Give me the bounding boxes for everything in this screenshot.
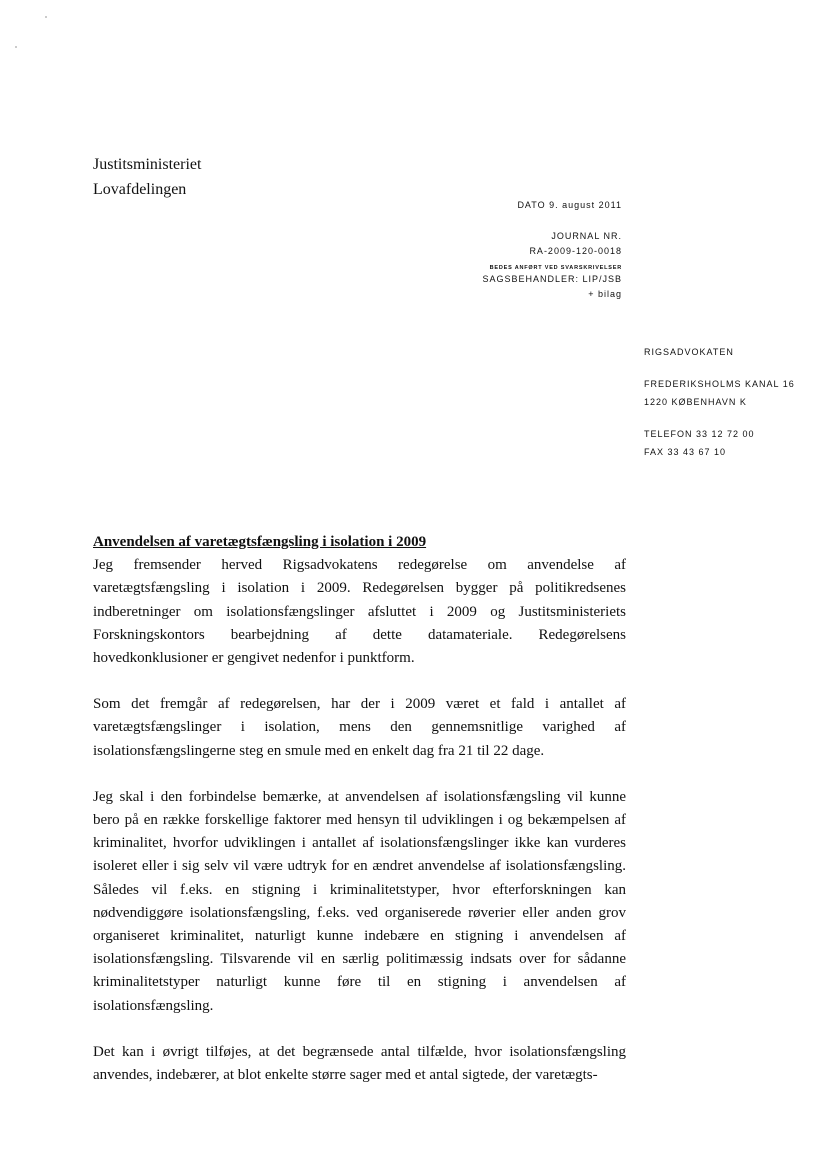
letter-body — [93, 531, 626, 1110]
attachment-note: + bilag — [588, 289, 622, 299]
body-paragraph: Jeg skal i den forbindelse bemærke, at anvendelsen af isolationsfængsling vil kunne bero på en række forskellige faktorer med hensyn til udviklingen i og bekæmpelsen af kriminalitet, hvorfor udviklingen i antallet af isolationsfængslinger ikke kan vurderes isoleret eller i sig selv vil være udtryk for en ændret anvendelse af isolationsfængsling. Således vil f.eks. en stigning i kriminalitetstyper, hvor efterforskningen kan nødvendiggøre isolationsfængsling, f.eks. ved organiserede røverier eller anden grov organiseret kriminalitet, naturligt kunne indebære en stigning i anvendelsen af isolationsfængsling. Tilsvarende vil en særlig politimæssig indsats over for sådanne kriminalitetstyper naturligt kunne føre til en stigning i anvendelsen af isolationsfængsling. — [93, 788, 626, 1014]
sender-block — [644, 343, 795, 461]
recipient-line: Justitsministeriet — [93, 156, 202, 173]
case-handler: SAGSBEHANDLER: LIP/JSB — [482, 274, 622, 284]
reference-note: BEDES ANFØRT VED SVARSKRIVELSER — [489, 265, 622, 271]
recipient-line: Lovafdelingen — [93, 181, 187, 198]
recipient-block — [93, 152, 201, 202]
sender-fax: FAX 33 43 67 10 — [644, 447, 727, 457]
body-paragraph: Jeg fremsender herved Rigsadvokatens redegørelse om anvendelse af varetægtsfængsling i isolation i 2009. Redegørelsen bygger på politikredsenes indberetninger om isolationsfængslinger afsluttet i 2009 og Justitsministeriets Forskningskontors bearbejdning af dette datamateriale. Redegørelsens hovedkonklusioner er gengivet nedenfor i punktform. — [93, 557, 626, 667]
reference-block — [482, 200, 622, 299]
sender-phone: TELEFON 33 12 72 00 — [644, 429, 755, 439]
scan-speck — [45, 16, 47, 18]
letter-date: DATO 9. august 2011 — [517, 200, 622, 210]
sender-street: FREDERIKSHOLMS KANAL 16 — [644, 379, 795, 389]
journal-label: JOURNAL NR. — [551, 231, 622, 241]
letter-heading: Anvendelsen af varetægtsfængsling i isolation i 2009 — [93, 534, 427, 550]
sender-city: 1220 KØBENHAVN K — [644, 397, 747, 407]
body-paragraph: Det kan i øvrigt tilføjes, at det begrænsede antal tilfælde, hvor isolationsfængsling anvendes, indebærer, at blot enkelte større sager med et antal sigtede, der varetægts- — [93, 1043, 626, 1084]
body-paragraph: Som det fremgår af redegørelsen, har der i 2009 været et fald i antallet af varetægtsfængslinger i isolation, mens den gennemsnitlige varighed af isolationsfængslingerne steg en smule med en enkelt dag fra 21 til 22 dage. — [93, 696, 626, 759]
journal-number: RA-2009-120-0018 — [529, 246, 622, 256]
scan-speck — [15, 46, 17, 48]
sender-name: RIGSADVOKATEN — [644, 347, 734, 357]
